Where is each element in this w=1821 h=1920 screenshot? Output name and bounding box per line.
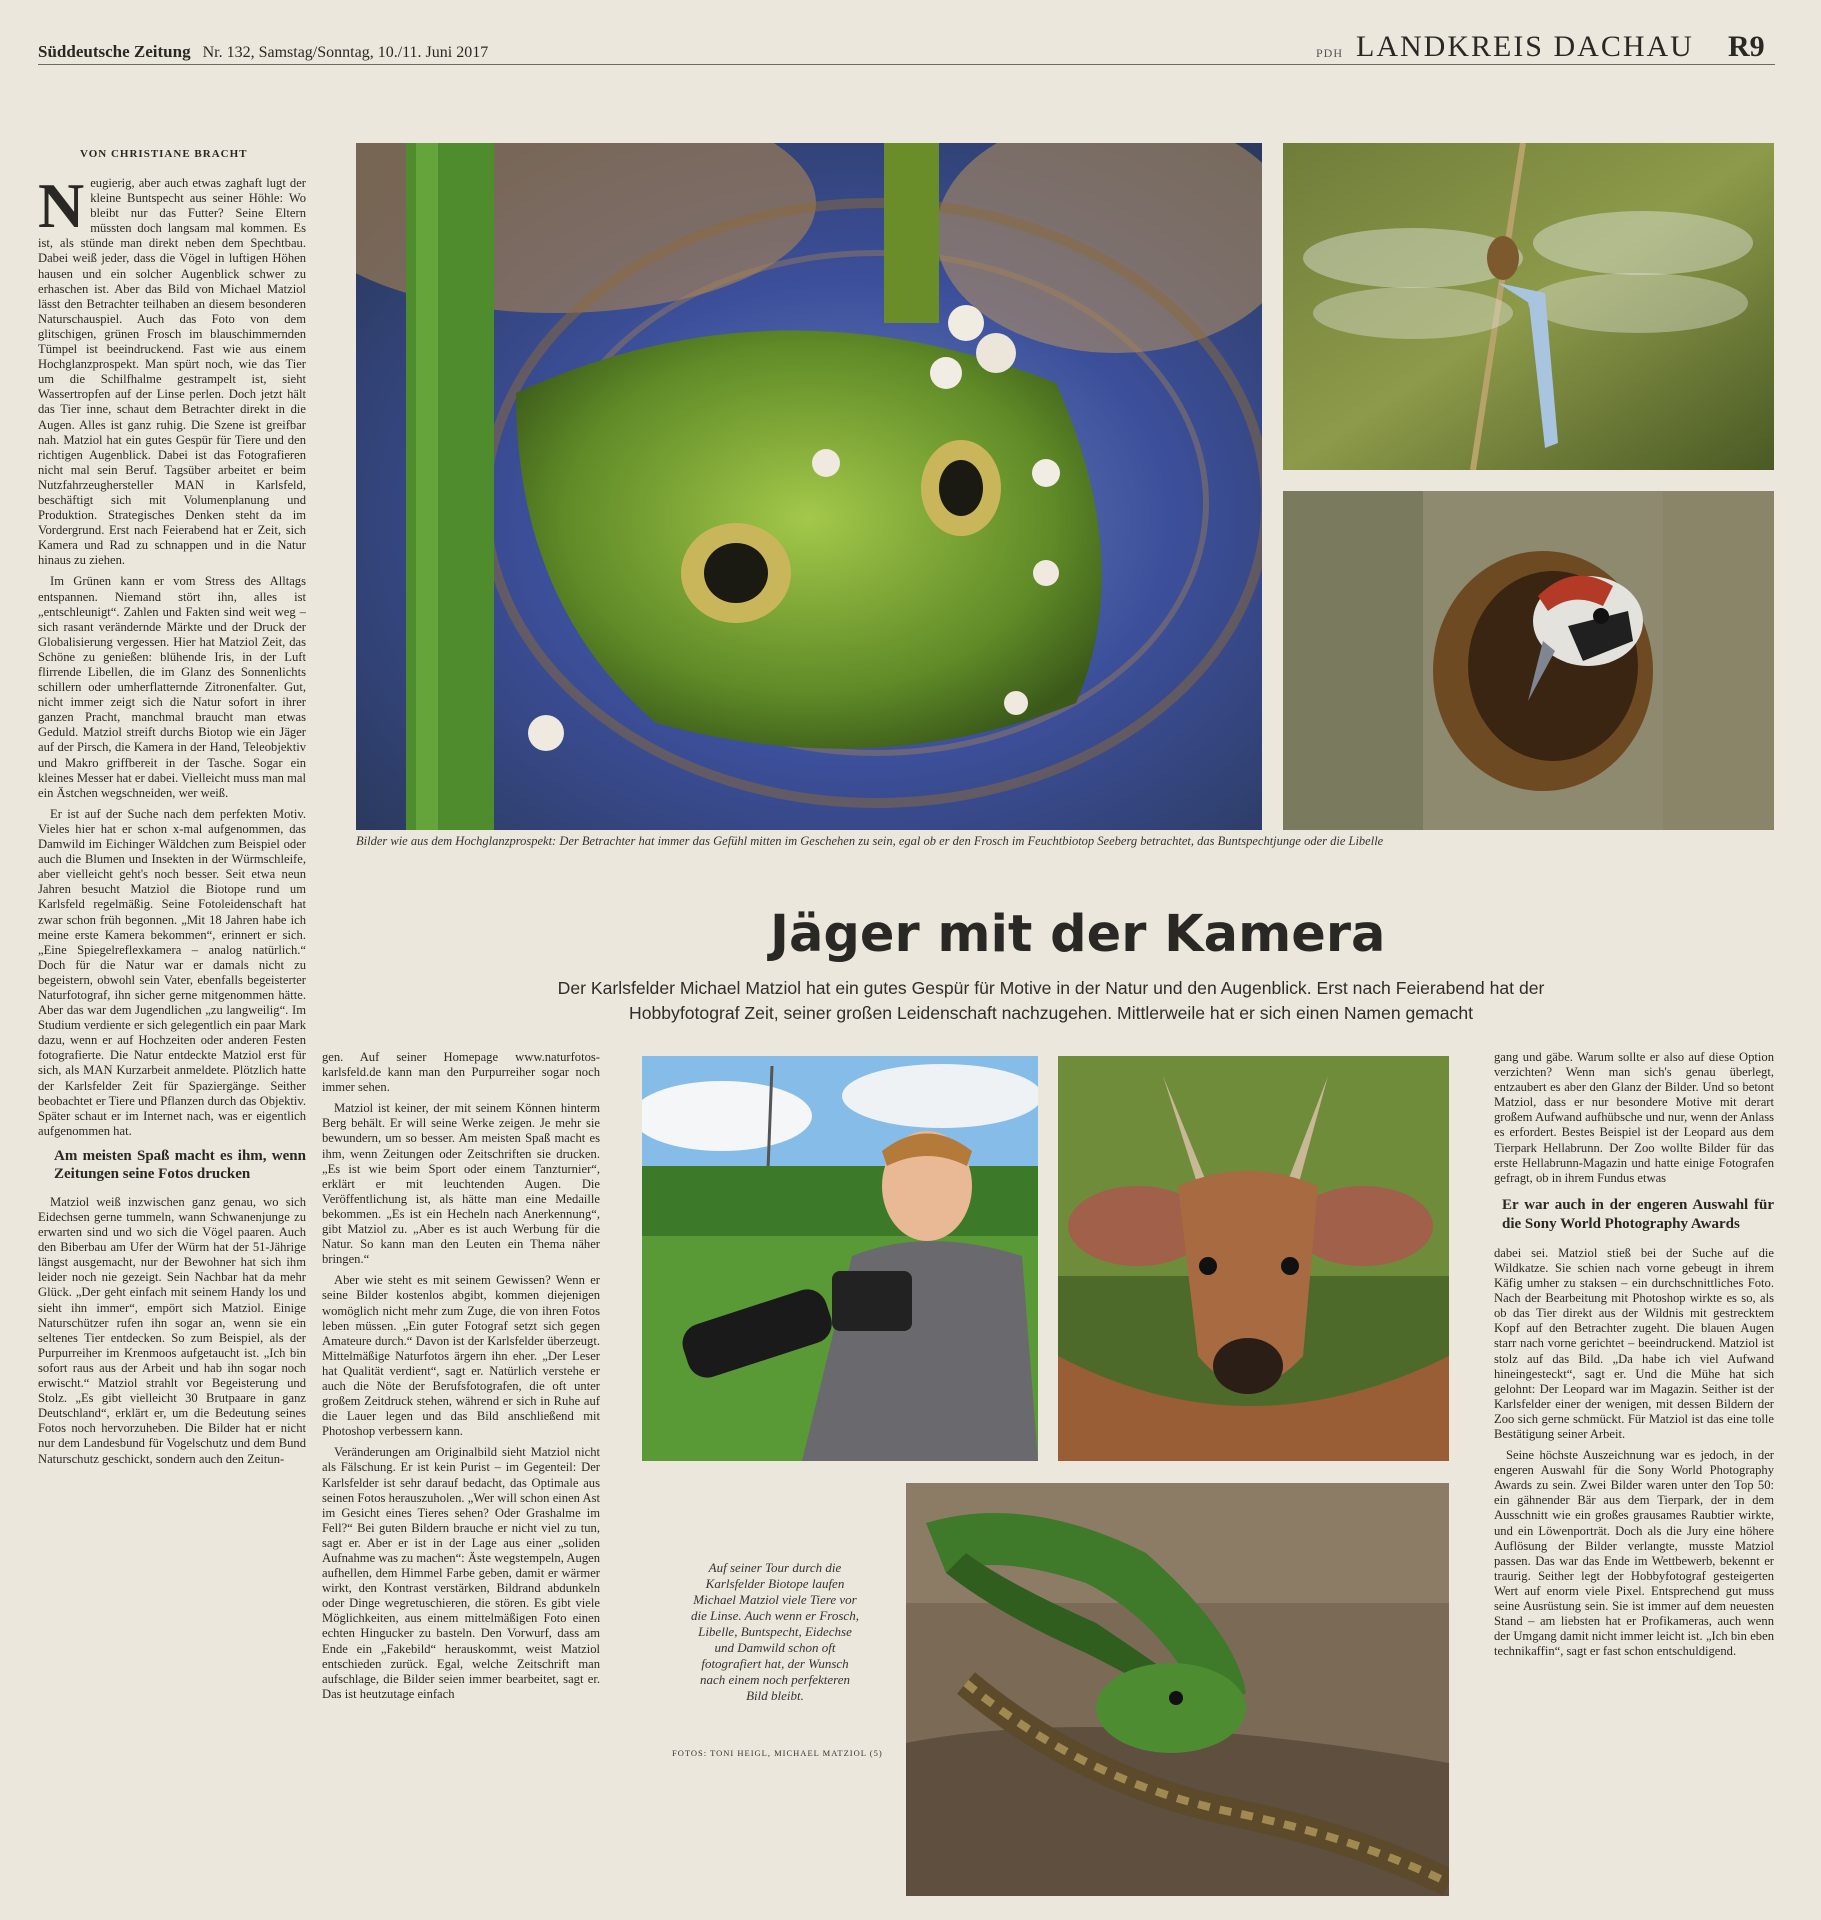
photo-credits: FOTOS: TONI HEIGL, MICHAEL MATZIOL (5) <box>672 1748 883 1758</box>
article-paragraph: Aber wie steht es mit seinem Gewissen? Wenn er seine Bilder kostenlos abgibt, kommen diejenigen womöglich nicht mehr zum Zuge, die von ihren Fotos leben müssen. „Ein guter Fotograf setzt sich gegen Amateure durch.“ Davon ist der Karlsfelder überzeugt. Mittelmäßige Naturfotos ärgern ihn eher. „Der Leser hat Qualität verdient“, sagt er. Natürlich verstehe er auch die Nöte der Berufsfotografen, die oft unter großem Zeitdruck stehen, während er sich in Ruhe auf die Lauer legen und das Bild anschließend mit Photoshop verbessern kann. <box>322 1273 600 1439</box>
photographer-photo <box>642 1056 1038 1461</box>
article-paragraph: gang und gäbe. Warum sollte er also auf diese Option verzichten? Wenn man sich's genau überlegt, entzaubert es aber den Glanz der Bilder. Und so betont Matziol, dass er nur besondere Motive mit derart großem Aufwand aufhübsche und nur, wenn der Anlass es erfordert. Bestes Beispiel ist der Leopard aus dem Tierpark Hellabrunn. Der Zoo wollte Bilder für das erste Hellabrunn-Magazin und hatte einige Fotografen gefragt, ob in ihrem Fundus etwas <box>1494 1050 1774 1185</box>
article-paragraph: Matziol ist keiner, der mit seinem Können hinterm Berg behält. Er will seine Werke zeigen. Je mehr sie bewundern, um so besser. Am meisten Spaß macht es ihm, wenn Zeitungen oder Zeitschriften sie drucken. „Es ist wie beim Sport oder einem Tanzturnier“, erklärt er mit leuchtenden Augen. Die Veröffentlichung ist, als hätte man eine Medaille bekommen. „Es ist ein Hecheln nach Anerkennung“, gibt Matziol zu. „Aber es ist auch Werbung für die Natur. So kann man den Leuten ein Thema näher bringen.“ <box>322 1101 600 1267</box>
article-paragraph: gen. Auf seiner Homepage www.naturfotos-karlsfeld.de kann man den Purpurreiher sogar noch immer sehen. <box>322 1050 600 1095</box>
deer-photo <box>1058 1056 1449 1461</box>
article-paragraph: dabei sei. Matziol stieß bei der Suche auf die Wildkatze. Sie schien nach vorne gebeugt in ihrem Käfig umher zu staksen – ein durchschnittliches Foto. Nach der Bearbeitung mit Photoshop wirkte es so, als ob das Tier direkt aus der Wildnis mit gestrecktem Kopf auf den Betrachter zugeht. Die blauen Augen starr nach vorne gerichtet – beeindruckend. Matziol ist stolz auf das Bild. „Da habe ich viel Aufwand hineingesteckt“, sagt er. Und die Mühe hat sich gelohnt: Der Leopard war im Magazin. Seither ist der Karlsfelder einer der wenigen, mit dessen Bildern der Zoo sich gerne schmückt. Für Matziol ist das eine tolle Bestätigung seiner Arbeit. <box>1494 1245 1774 1441</box>
edition-code: PDH <box>1316 46 1344 60</box>
dragonfly-photo <box>1283 143 1774 470</box>
frog-photo <box>356 143 1262 830</box>
article-column-1 <box>38 176 306 1898</box>
lizard-photo <box>906 1483 1449 1896</box>
headline: Jäger mit der Kamera <box>770 905 1386 964</box>
article-paragraph: Im Grünen kann er vom Stress des Alltags entspannen. Niemand stört ihn, alles ist „entschleunigt“. Zahlen und Fakten sind weit weg – sich rasant verändernde Märkte und der Druck der Globalisierung vergessen. Hier hat Matziol Zeit, das Schöne zu genießen: blühende Iris, in der Luft flirrende Libellen, die im Glanz des Sonnenlichts schillern oder umherflatternde Zitronenfalter. Gut, nicht immer zeigt sich die Natur sofort in ihrer ganzen Pracht, manchmal braucht man etwas Geduld. Matziol streift durchs Biotop wie ein Jäger auf der Pirsch, die Kamera in der Hand, Teleobjektiv und Makro griffbereit in der Tasche. Sogar ein kleines Messer hat er dabei. Vielleicht muss man mal ein Ästchen wegschneiden, wer weiß. <box>38 574 306 800</box>
article-paragraph: Er ist auf der Suche nach dem perfekten Motiv. Vieles hier hat er schon x-mal aufgenommen, das Damwild im Eichinger Wäldchen zum Beispiel oder auch die Blumen und Insekten in der Würmschleife, aber vielleicht geht's noch besser. Seit etwa neun Jahren besucht Matziol die Biotope rund um Karlsfeld regelmäßig. Seine Fotoleidenschaft hat zwar schon früh begonnen. „Mit 18 Jahren habe ich meine erste Kamera bekommen“, erinnert er sich. „Eine Spiegelreflexkamera – analog natürlich.“ Doch für die Natur war er damals nicht zu begeistern, obwohl sein Vater, ebenfalls begeisterter Naturfotograf, ihn sicher gerne mitgenommen hätte. Aber das war dem Jugendlichen „zu langweilig“. Im Studium verdiente er sich gelegentlich ein paar Mark dazu, wenn er auf Hochzeiten oder anderen Festen fotografierte. Die Natur entdeckte Matziol erst für sich, als MAN Kurzarbeit anmeldete. Plötzlich hatte der Karlsfelder Zeit für Spaziergänge. Seither beobachtet er Tiere und Pflanzen durch das Objektiv. Später schaut er im Internet nach, was er eigentlich aufgenommen hat. <box>38 806 306 1138</box>
section-title: LANDKREIS DACHAU <box>1356 30 1694 63</box>
article-paragraph: Matziol weiß inzwischen ganz genau, wo sich Eidechsen gerne tummeln, wann Schwanenjunge zu erwarten sind und wo sich die Vögel paaren. Auch den Biberbau am Ufer der Würm hat der 51-Jährige längst ausgemacht, nur der Bewohner hat sich ihm leider noch nie gezeigt. Sein Nachbar hat da mehr Glück. „Der geht einfach mit seinem Handy los und sieht ihn immer“, empört sich Matziol. Einige Naturschützer rufen ihn sogar an, wenn sie ein seltenes Tier entdecken. So zum Beispiel, als der Purpurreiher im Krenmoos aufgetaucht ist. „Ich bin sofort raus aus der Arbeit und hab ihn sogar noch erwischt.“ Matziol strahlt vor Begeisterung und Stolz. „Es gibt vielleicht 30 Brutpaare in ganz Deutschland“, erklärt er, um die Bedeutung seines Fotos noch hervorzuheben. Die Bilder hat er nicht nur dem Landesbund für Vogelschutz und dem Bund Naturschutz geschickt, sondern auch den Zeitun- <box>38 1194 306 1466</box>
subheading: Am meisten Spaß macht es ihm, wenn Zeitungen seine Fotos drucken <box>54 1147 306 1182</box>
lede: Der Karlsfelder Michael Matziol hat ein gutes Gespür für Motive in der Natur und den Augenblick. Erst nach Feierabend hat der Hobbyfotograf Zeit, seiner großen Leidenschaft nachzugehen. Mittlerweile hat er sich einen Namen gemacht <box>557 978 1545 1023</box>
article-paragraph: Veränderungen am Originalbild sieht Matziol nicht als Fälschung. Er ist kein Purist – im Gegenteil: Der Karlsfelder ist sehr darauf bedacht, das Optimale aus seinen Fotos herauszuholen. „Wer will schon einen Ast im Gesicht eines Tieres sehen? Oder Grashalme im Fell?“ Bei guten Bildern brauche er nicht viel zu tun, sagt er. Aber er ist in der Lage aus einer „soliden Aufnahme was zu machen“: Äste wegstempeln, Augen aufhellen, dem Himmel Farbe geben, damit er wärmer wirkt, den Kontrast verstärken, Bildrand abdunkeln oder Dinge wegretuschieren, die stören. Es gibt viele Möglichkeiten, aus einem mittelmäßigen Foto einen echten Hingucker zu basteln. Den Vorwurf, dass am Ende ein „Fakebild“ herauskommt, weist Matziol entschieden zurück. Egal, welche Zeitschrift man aufschlage, die Bilder seien immer bearbeitet, sagt er. Das ist heutzutage einfach <box>322 1445 600 1701</box>
top-photo-caption: Bilder wie aus dem Hochglanzprospekt: Der Betrachter hat immer das Gefühl mitten im Geschehen zu sein, egal ob er den Frosch im Feuchtbiotop Seeberg betrachtet, das Buntspechtjunge oder die Libelle <box>356 834 1384 848</box>
woodpecker-photo <box>1283 491 1774 830</box>
article-column-2 <box>322 1050 600 1898</box>
masthead <box>38 28 1775 65</box>
article-paragraph: Seine höchste Auszeichnung war es jedoch, in der engeren Auswahl für die Sony World Photography Awards zu sein. Zwei Bilder waren unter den Top 50: ein gähnender Bär aus dem Tierpark, der in dem Ausschnitt wie ein großes grausames Raubtier wirkte, und ein Löwenporträt. Doch als die Jury eine höhere Auflösung der Bilder verlangte, musste Matziol passen. Das war das Ende im Wettbewerb, bekennt er traurig. Seither legt der Hobbyfotograf gesteigerten Wert auf enorm viele Pixel. Entsprechend gut muss seine Ausrüstung sein. Sie ist immer auf dem neuesten Stand – am liebsten hat er Profikameras, auch wenn der Umgang damit nicht immer leicht ist. „Ich bin eben technikaffin“, sagt er fast schon entschuldigend. <box>1494 1448 1774 1659</box>
page-number: R9 <box>1728 30 1765 63</box>
photo-caption: Auf seiner Tour durch die Karlsfelder Biotope laufen Michael Matziol viele Tiere vor die Linse. Auch wenn er Frosch, Libelle, Buntspecht, Eidechse und Damwild schon oft fotografiert hat, der Wunsch nach einem noch perfekteren Bild bleibt. <box>691 1560 859 1703</box>
article-paragraph: Neugierig, aber auch etwas zaghaft lugt der kleine Buntspecht aus seiner Höhle: Wo bleibt nur das Futter? Seine Eltern müssten doch langsam mal kommen. Es ist, als stünde man direkt neben dem Spechtbau. Dabei weiß jeder, dass die Vögel in luftigen Höhen hausen und ein solcher Augenblick schwer zu erhaschen ist. Aber das Bild von Michael Matziol lässt den Betrachter teilhaben an diesem besonderen Naturschauspiel. Auch das Foto von dem glitschigen, grünen Frosch im blauschimmernden Tümpel ist beeindruckend. Fast wie aus einem Hochglanzprospekt. Man spürt noch, wie das Tier um die Schilfhalme gestrampelt ist, sieht Wassertropfen auf der Linse perlen. Doch jetzt hält das Tier inne, schaut dem Betrachter direkt in die Augen. Alles ist ganz ruhig. Die Szene ist greifbar nah. Matziol hat ein gutes Gespür für Tiere und den richtigen Augenblick. Dabei ist das Fotografieren nicht mal sein Beruf. Tagsüber arbeitet er beim Nutzfahrzeughersteller MAN in Karlsfeld, beschäftigt sich mit Volumenplanung und Produktion. Strategisches Denken steht da im Vordergrund. Erst nach Feierabend hat er Zeit, sich Kamera und Rad zu schnappen und in die Natur hinaus zu ziehen. <box>38 176 306 568</box>
drop-cap: N <box>38 176 85 241</box>
masthead-left <box>38 42 488 62</box>
byline: VON CHRISTIANE BRACHT <box>80 148 248 160</box>
article-column-3 <box>1494 1050 1774 1898</box>
newspaper-name: Süddeutsche Zeitung <box>38 42 191 61</box>
subheading: Er war auch in der engeren Auswahl für die Sony World Photography Awards <box>1502 1196 1774 1232</box>
issue-info: Nr. 132, Samstag/Sonntag, 10./11. Juni 2017 <box>202 44 489 61</box>
